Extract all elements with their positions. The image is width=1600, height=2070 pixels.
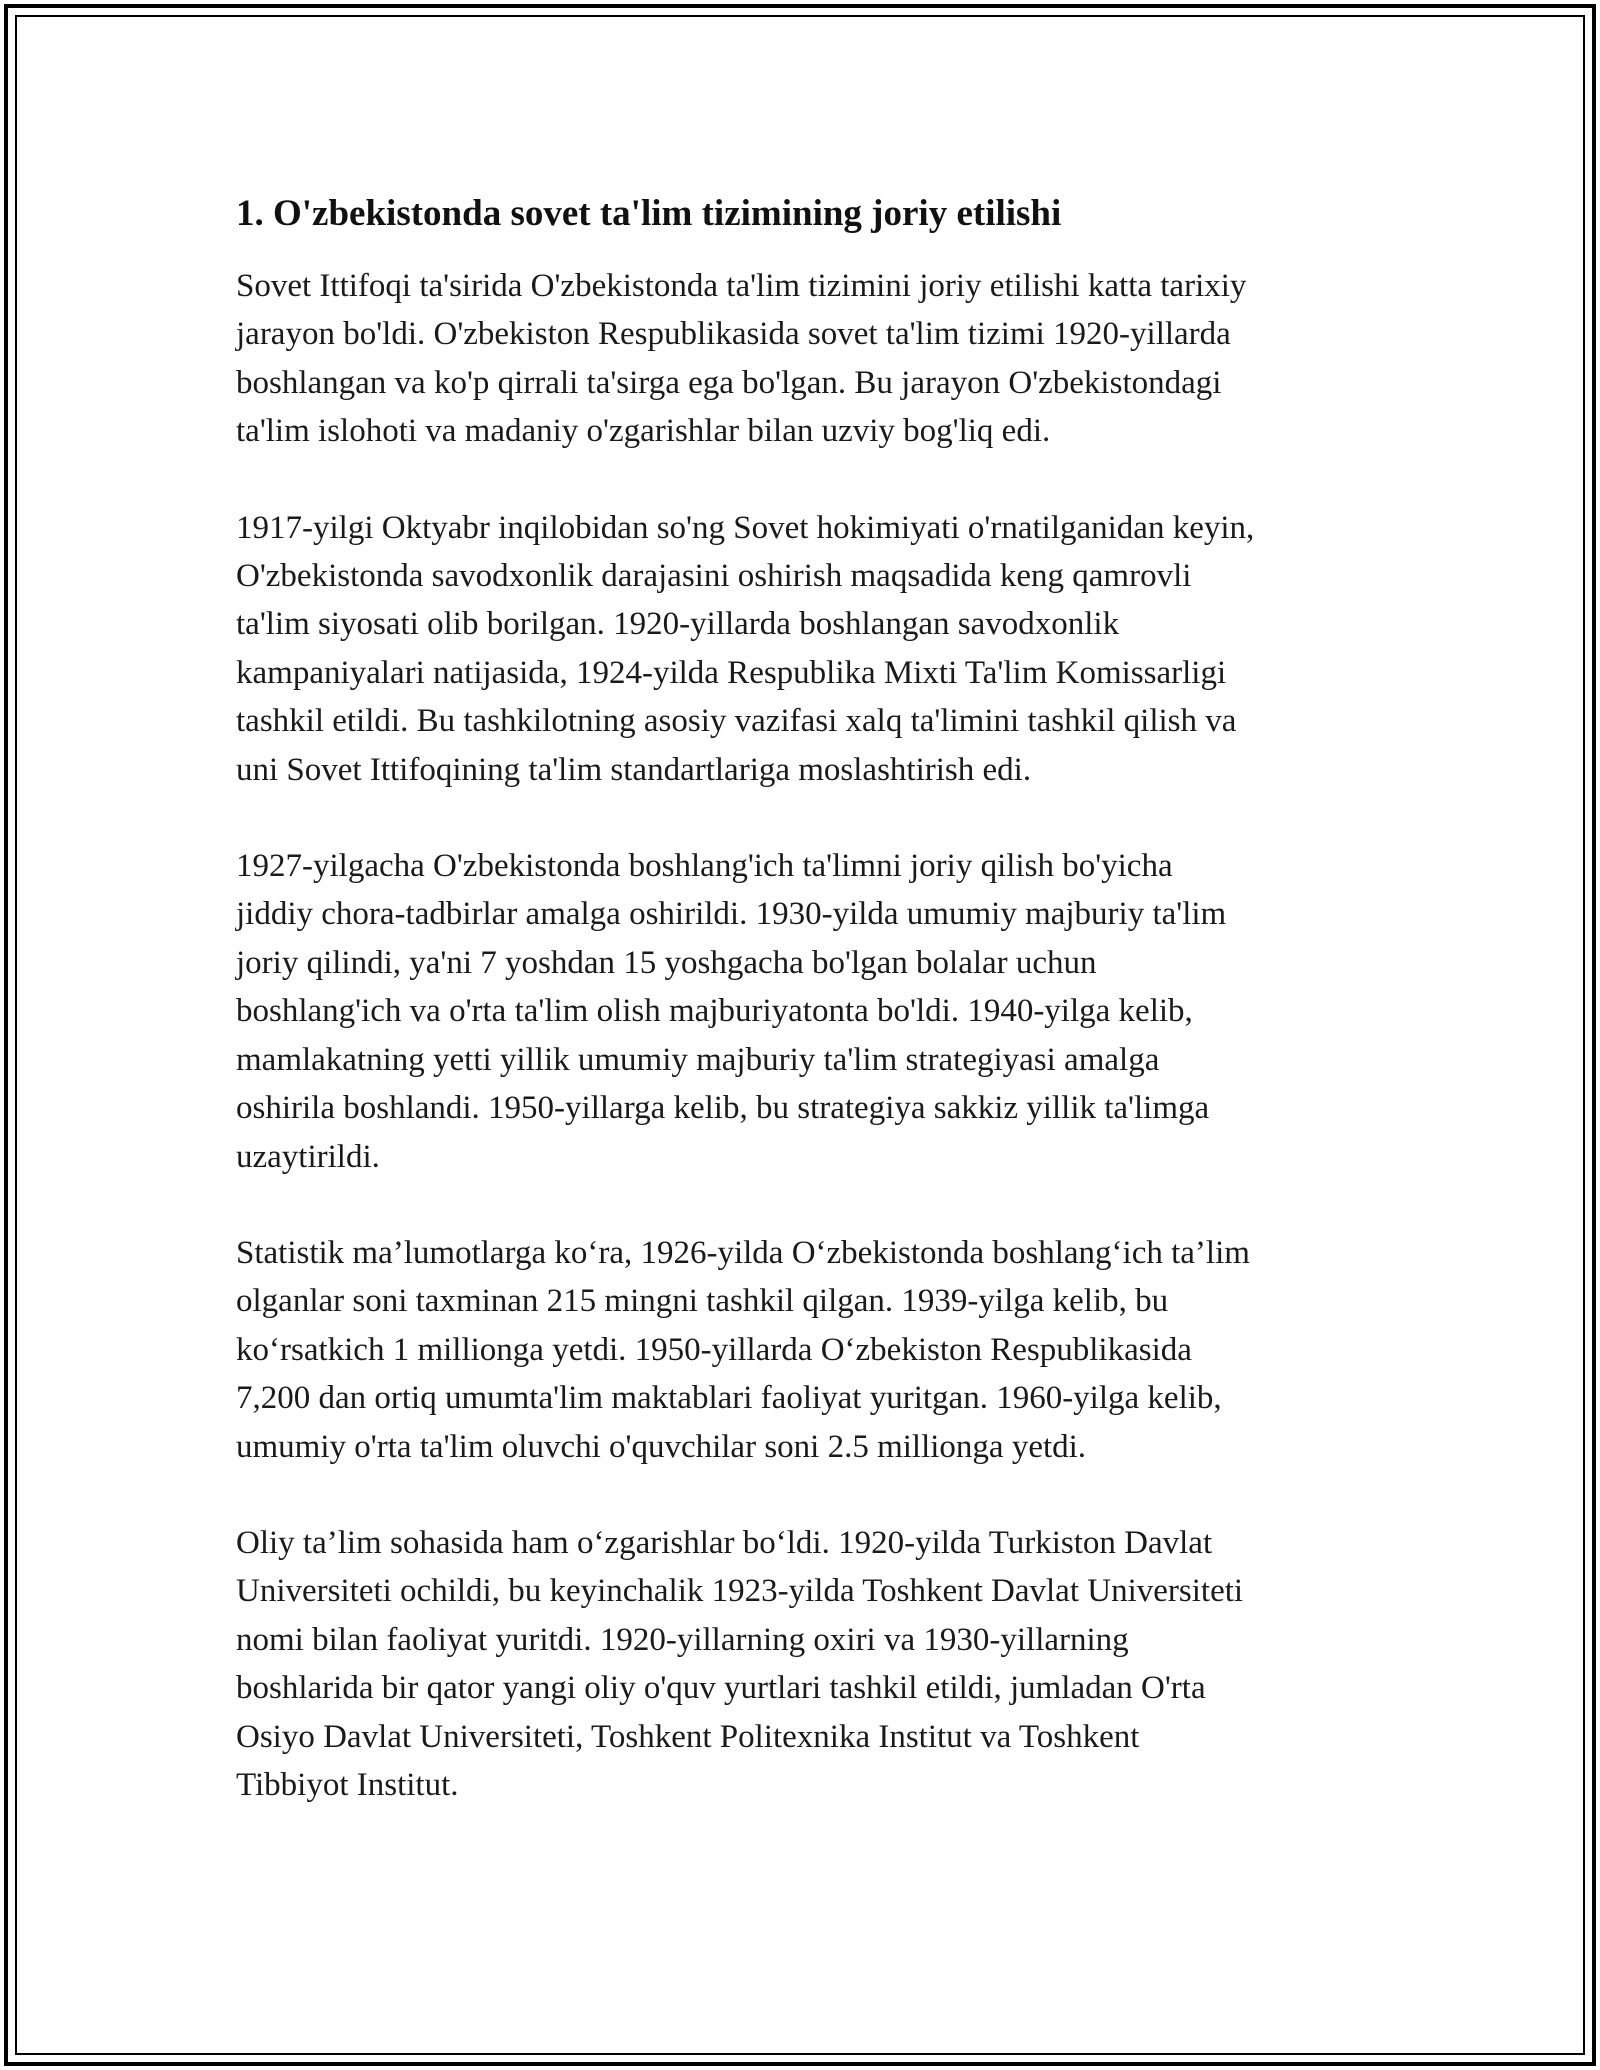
document-body <box>236 188 1386 1857</box>
page-title: 1. O'zbekistonda sovet ta'lim tizimining joriy etilishi <box>236 193 1062 234</box>
paragraph-literacy: 1917-yilgi Oktyabr inqilobidan so'ng Sovet hokimiyati o'rnatilganidan keyin, O'zbekistonda savodxonlik darajasini oshirish maqsadida keng qamrovli ta'lim siyosati olib borilgan. 1920-yillarda boshlangan savodxonlik kampaniyalari natijasida, 1924-yilda Respublika Mixti Ta'lim Komissarligi tashkil etildi. Bu tashkilotning asosiy vazifasi xalq ta'limini tashkil qilish va uni Sovet Ittifoqining ta'lim standartlariga moslashtirish edi. <box>236 509 1255 788</box>
paragraph-compulsory-education: 1927-yilgacha O'zbekistonda boshlang'ich ta'limni joriy qilish bo'yicha jiddiy chora-tadbirlar amalga oshirildi. 1930-yilda umumiy majburiy ta'lim joriy qilindi, ya'ni 7 yoshdan 15 yoshgacha bo'lgan bolalar uchun boshlang'ich va o'rta ta'lim olish majburiyatonta bo'ldi. 1940-yilga kelib, mamlakatning yetti yillik umumiy majburiy ta'lim strategiyasi amalga oshirila boshlandi. 1950-yillarga kelib, bu strategiya sakkiz yillik ta'limga uzaytirildi. <box>236 848 1227 1175</box>
paragraph-statistics: Statistik ma’lumotlarga ko‘ra, 1926-yilda O‘zbekistonda boshlang‘ich ta’lim olganlar soni taxminan 215 mingni tashkil qilgan. 1939-yilga kelib, bu ko‘rsatkich 1 millionga yetdi. 1950-yillarda O‘zbekiston Respublikasida 7,200 dan ortiq umumta'lim maktablari faoliyat yuritgan. 1960-yilga kelib, umumiy o'rta ta'lim oluvchi o'quvchilar soni 2.5 millionga yetdi. <box>236 1234 1250 1465</box>
paragraph-intro: Sovet Ittifoqi ta'sirida O'zbekistonda ta'lim tizimini joriy etilishi katta tarixiy jarayon bo'ldi. O'zbekiston Respublikasida sovet ta'lim tizimi 1920-yillarda boshlangan va ko'p qirrali ta'sirga ega bo'lgan. Bu jarayon O'zbekistondagi ta'lim islohoti va madaniy o'zgarishlar bilan uzviy bog'liq edi. <box>236 268 1247 450</box>
paragraph-higher-education: Oliy ta’lim sohasida ham o‘zgarishlar bo‘ldi. 1920-yilda Turkiston Davlat Universiteti ochildi, bu keyinchalik 1923-yilda Toshkent Davlat Universiteti nomi bilan faoliyat yuritdi. 1920-yillarning oxiri va 1930-yillarning boshlarida bir qator yangi oliy o'quv yurtlari tashkil etildi, jumladan O'rta Osiyo Davlat Universiteti, Toshkent Politexnika Institut va Toshkent Tibbiyot Institut. <box>236 1524 1244 1803</box>
